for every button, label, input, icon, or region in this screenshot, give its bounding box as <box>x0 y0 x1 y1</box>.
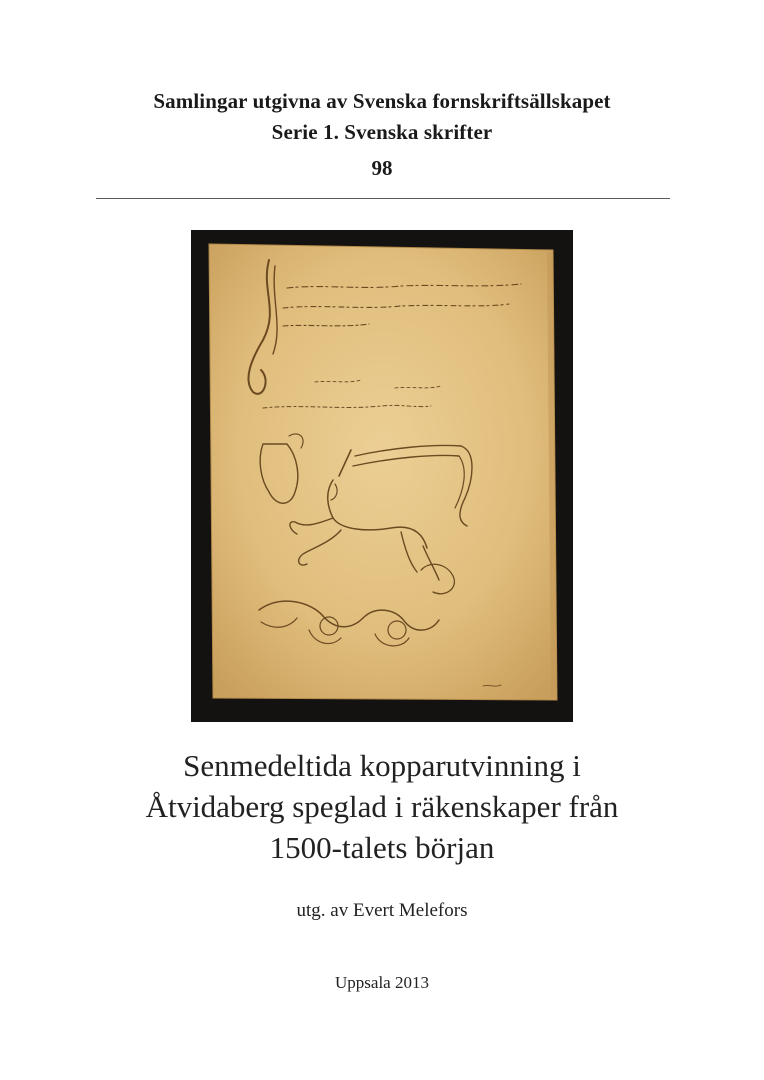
publication-imprint: Uppsala 2013 <box>335 973 429 992</box>
title-line-1: Senmedeltida kopparutvinning i <box>183 748 581 783</box>
title-line-3: 1500-talets början <box>269 830 495 865</box>
manuscript-page-image <box>191 230 573 722</box>
editor-credit: utg. av Evert Melefors <box>296 900 468 921</box>
series-number: 98 <box>371 156 393 180</box>
series-name: Samlingar utgivna av Svenska fornskriftsällskapet <box>153 89 611 113</box>
series-header <box>0 86 764 181</box>
header-divider <box>96 198 670 199</box>
cover-illustration <box>191 230 573 722</box>
series-subtitle: Serie 1. Svenska skrifter <box>271 120 493 144</box>
title-line-2: Åtvidaberg speglad i räkenskaper från <box>145 789 619 824</box>
book-title <box>0 745 764 868</box>
